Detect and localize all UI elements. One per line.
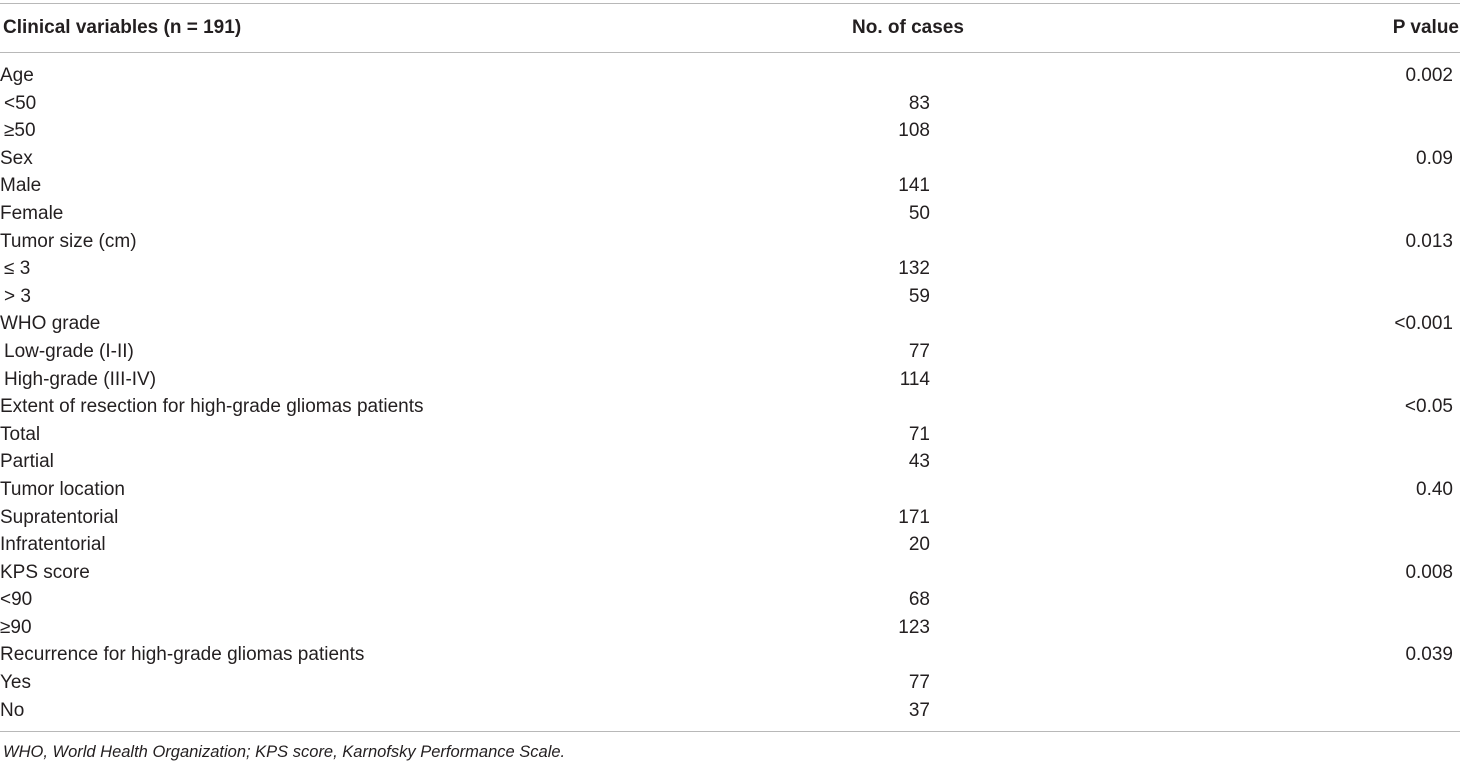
header-p-value: P value <box>1392 17 1459 38</box>
table-top-rule <box>0 3 1460 4</box>
table-row <box>0 172 1460 200</box>
row-case-count: 77 <box>908 340 930 362</box>
header-rule <box>0 52 1460 53</box>
row-variable-label: Recurrence for high-grade gliomas patients <box>0 644 365 666</box>
table-footnote: WHO, World Health Organization; KPS score, Karnofsky Performance Scale. <box>3 743 566 761</box>
row-variable-label: ≥90 <box>0 616 32 638</box>
header-clinical-variables: Clinical variables (n = 191) <box>3 17 242 38</box>
table-row <box>0 90 1460 118</box>
row-variable-label: High-grade (III-IV) <box>4 368 157 390</box>
table-row <box>0 200 1460 228</box>
row-case-count: 83 <box>908 92 930 114</box>
table-row <box>0 338 1460 366</box>
row-case-count: 77 <box>908 672 930 694</box>
row-p-value: 0.008 <box>1405 561 1453 583</box>
row-case-count: 132 <box>898 258 930 280</box>
row-case-count: 43 <box>908 451 930 473</box>
row-variable-label: WHO grade <box>0 313 101 335</box>
table-row <box>0 697 1460 725</box>
row-variable-label: Infratentorial <box>0 534 106 556</box>
row-variable-label: Partial <box>0 451 54 473</box>
table-row <box>0 255 1460 283</box>
row-case-count: 108 <box>898 120 930 142</box>
row-case-count: 71 <box>908 423 930 445</box>
row-variable-label: Male <box>0 175 42 197</box>
row-case-count: 59 <box>908 285 930 307</box>
table-row <box>0 669 1460 697</box>
row-variable-label: > 3 <box>4 285 31 307</box>
row-variable-label: ≤ 3 <box>4 258 31 280</box>
row-p-value: 0.09 <box>1416 147 1453 169</box>
table-row <box>0 504 1460 532</box>
row-variable-label: Age <box>0 65 34 86</box>
row-p-value: 0.013 <box>1405 230 1453 252</box>
row-variable-label: No <box>0 699 25 721</box>
row-case-count: 50 <box>908 202 930 224</box>
table-row <box>0 62 1460 90</box>
row-variable-label: Yes <box>0 672 31 694</box>
table-bottom-rule <box>0 731 1460 732</box>
table-row <box>0 117 1460 145</box>
row-variable-label: Female <box>0 202 64 224</box>
table-row <box>0 559 1460 587</box>
row-variable-label: Supratentorial <box>0 506 119 528</box>
table-row <box>0 228 1460 256</box>
row-case-count: 20 <box>908 534 930 556</box>
row-p-value: <0.05 <box>1404 396 1453 418</box>
table-row <box>0 421 1460 449</box>
row-case-count: 171 <box>898 506 930 528</box>
row-p-value: 0.40 <box>1416 478 1453 500</box>
row-variable-label: Sex <box>0 147 33 169</box>
table-row <box>0 310 1460 338</box>
row-case-count: 114 <box>899 368 930 390</box>
row-variable-label: KPS score <box>0 561 90 583</box>
row-variable-label: Low-grade (I-II) <box>4 340 134 362</box>
table-row <box>0 586 1460 614</box>
row-p-value: <0.001 <box>1394 313 1453 335</box>
row-variable-label: Tumor location <box>0 478 125 500</box>
table-row <box>0 145 1460 173</box>
table-row <box>0 366 1460 394</box>
table-body <box>0 62 1460 724</box>
row-case-count: 68 <box>908 589 930 611</box>
row-variable-label: Extent of resection for high-grade gliomas patients <box>0 396 424 418</box>
row-case-count: 37 <box>908 699 930 721</box>
table-row <box>0 641 1460 669</box>
table-row <box>0 476 1460 504</box>
header-no-of-cases: No. of cases <box>852 17 964 38</box>
table-row <box>0 393 1460 421</box>
row-variable-label: ≥50 <box>4 120 36 142</box>
row-variable-label: <50 <box>4 92 37 114</box>
row-variable-label: Total <box>0 423 41 445</box>
table-row <box>0 283 1460 311</box>
row-variable-label: Tumor size (cm) <box>0 230 137 252</box>
row-variable-label: <90 <box>0 589 33 611</box>
table-row <box>0 448 1460 476</box>
row-p-value: 0.039 <box>1405 644 1453 666</box>
row-p-value: 0.002 <box>1405 65 1453 86</box>
row-case-count: 141 <box>898 175 930 197</box>
row-case-count: 123 <box>898 616 930 638</box>
table-row <box>0 531 1460 559</box>
table-row <box>0 614 1460 642</box>
